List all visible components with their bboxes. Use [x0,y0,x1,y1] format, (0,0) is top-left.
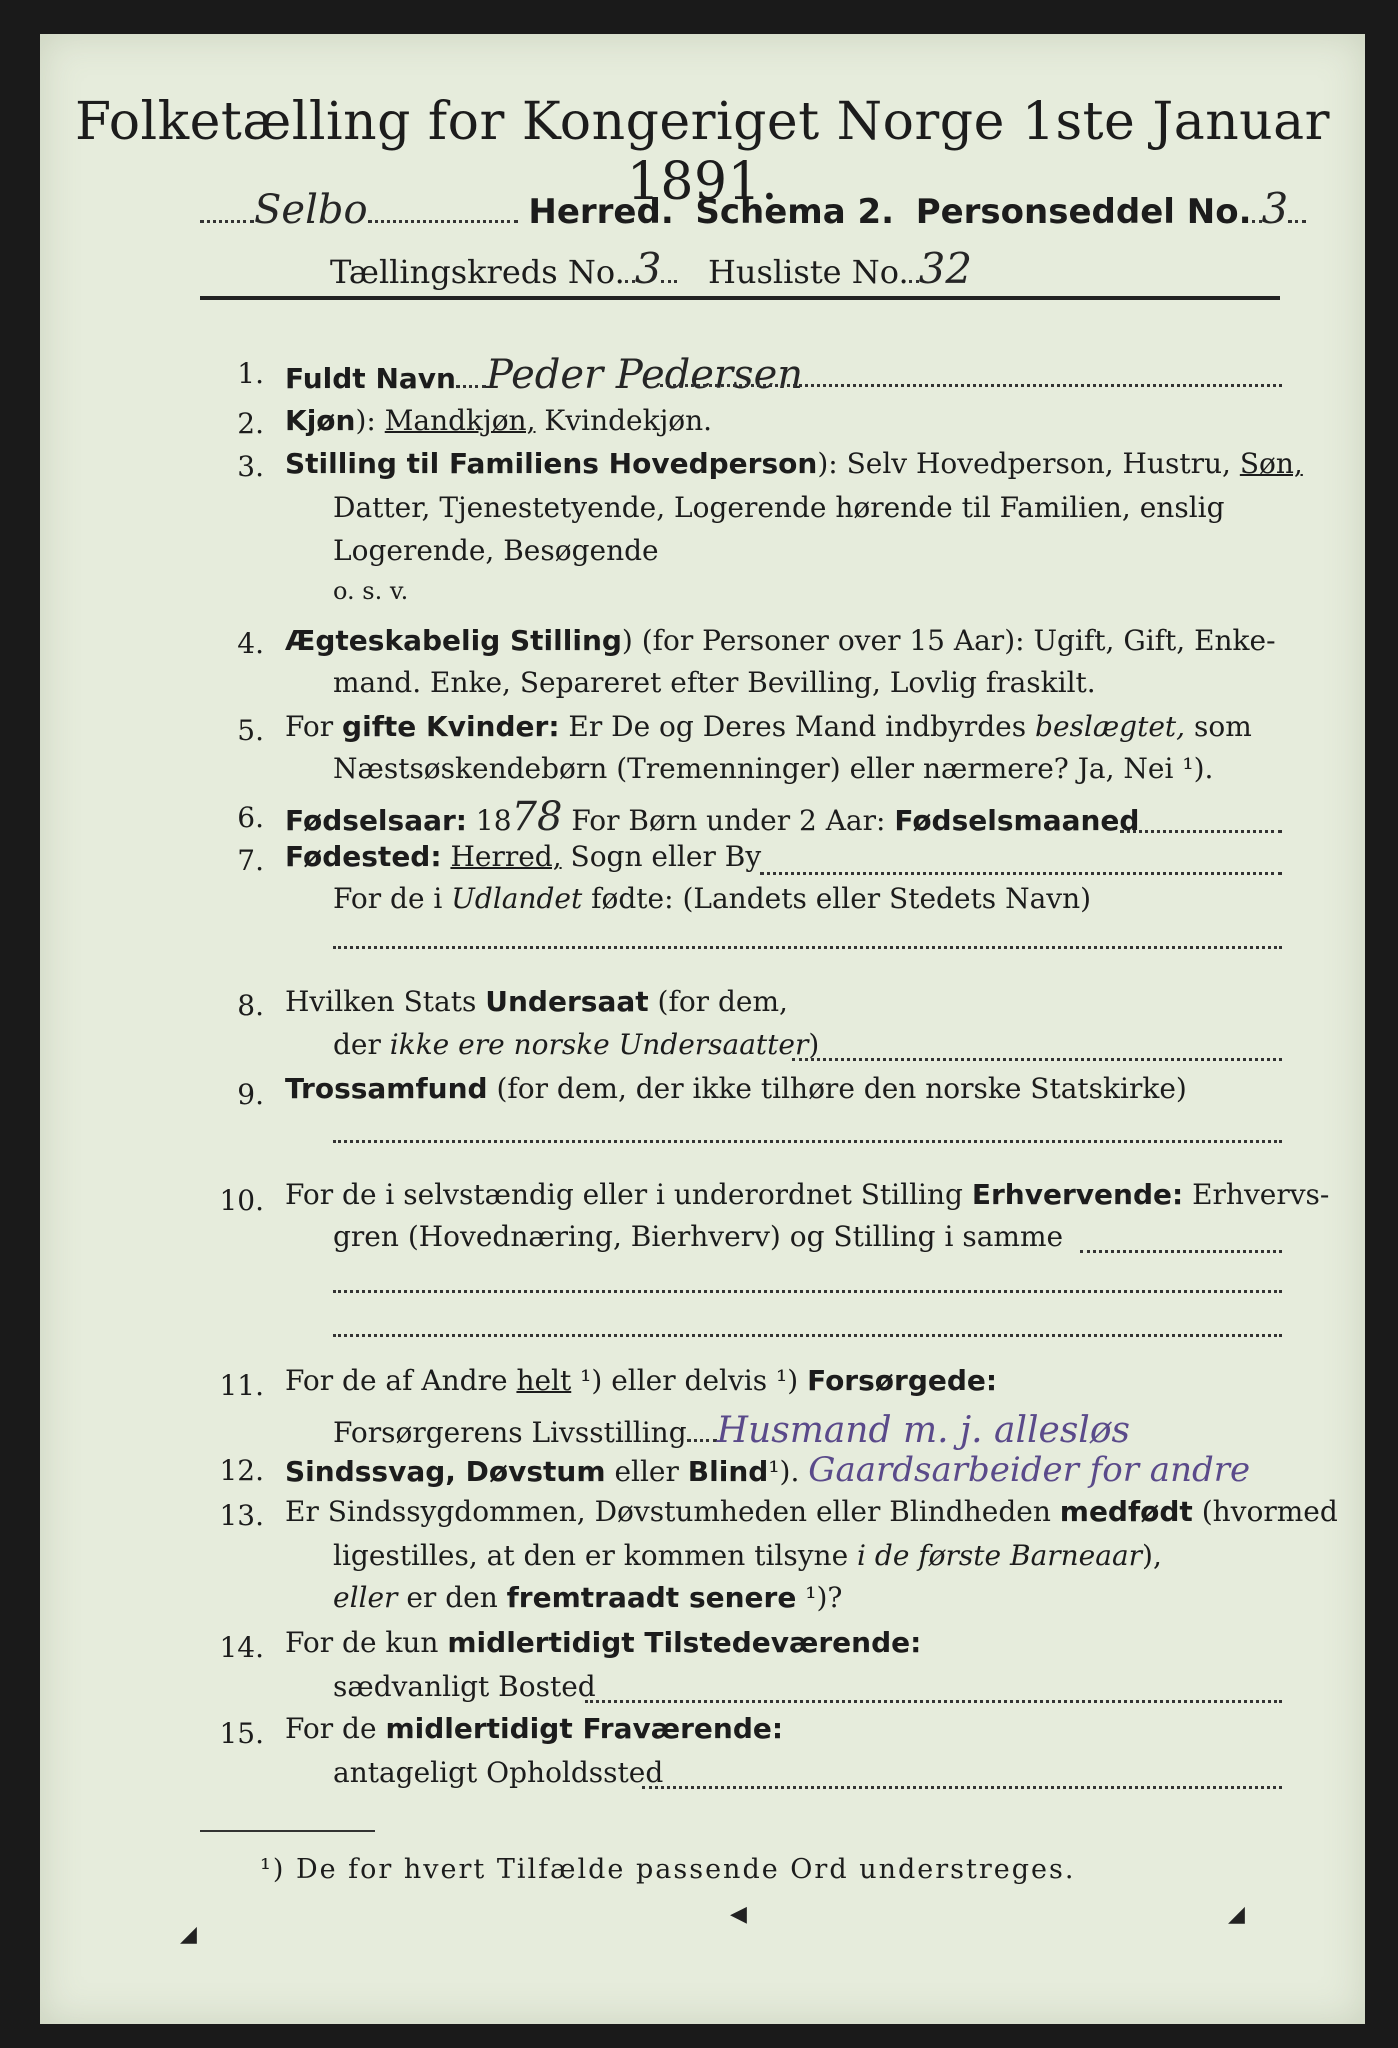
form-title: Folketælling for Kongeriget Norge 1ste Januar 1891. [74,92,1331,212]
q11-pre: For de af Andre [285,1364,517,1397]
q10-number: 10. [219,1184,264,1217]
q15-label: midlertidigt Fraværende: [385,1712,784,1745]
q4-number: 4. [237,627,264,660]
q2-rest: ): [355,404,385,437]
q5-line1-end: som [1185,710,1252,743]
q11-number: 11. [219,1369,264,1402]
q6-year-value: 78 [511,794,563,840]
footnote: ¹) De for hvert Tilfælde passende Ord understreges. [260,1854,1076,1885]
q7-line2-italic: Udlandet [451,882,583,915]
q10-pre: For de i selvstændig eller i underordnet Stilling [285,1178,972,1211]
q4-row [285,624,1276,657]
q4-line2: mand. Enke, Separeret efter Bevilling, Lovlig fraskilt. [333,666,1096,699]
q13-rest: (hvormed [1192,1495,1338,1528]
q8-rest: (for dem, [648,985,788,1018]
corner-mark-left: ◢ [180,1922,197,1947]
q2-option-kvindekjon: Kvindekjøn. [535,404,713,437]
q2-label: Kjøn [285,404,356,437]
q7-number: 7. [237,844,264,877]
q14-row [285,1626,921,1659]
q13-label: medfødt [1059,1495,1193,1528]
q5-label: gifte Kvinder: [342,710,560,743]
q13-row [285,1495,1338,1528]
q2-row [285,404,712,437]
q3-option-son: Søn, [1239,447,1303,480]
q7-fill-line-2 [333,946,1282,949]
q3-label: Stilling til Familiens Hovedperson [285,447,818,480]
q12-rest2: ¹). [768,1455,800,1488]
q13-line3-italic: eller [333,1581,398,1614]
q3-line3: Logerende, Besøgende [333,534,659,567]
husliste-label: Husliste No. [707,253,909,291]
q12-answer: Gaardsarbeider for andre [808,1450,1251,1490]
q13-line3 [333,1581,842,1614]
census-form-sheet [40,34,1365,2024]
q10-fill-line-2 [333,1290,1282,1293]
q12-rest: eller [605,1455,688,1488]
schema-label: Schema 2. [695,192,895,232]
q15-fill-line [642,1786,1282,1789]
footnote-rule [200,1830,375,1832]
q8-number: 8. [237,989,264,1022]
q13-line2-a: ligestilles, at den er kommen tilsyne [333,1539,858,1572]
q4-line1: ) (for Personer over 15 Aar): Ugift, Gift, Enke- [621,624,1276,657]
q8-line2-a: der [333,1028,390,1061]
corner-mark-right: ◢ [1228,1902,1245,1927]
q14-label: midlertidigt Tilstedeværende: [447,1626,922,1659]
q14-pre: For de kun [285,1626,448,1659]
q13-line3-a: er den [397,1581,507,1614]
q1-row [285,352,803,398]
corner-mark-center: ◀ [730,1902,747,1927]
q6-mid: For Børn under 2 Aar: [562,804,895,837]
q9-rest: (for dem, der ikke tilhøre den norske Statskirke) [487,1072,1187,1105]
q8-line2: der ikke ere norske Undersaatter) [333,1028,820,1061]
q3-row [285,447,1303,480]
q10-row [285,1178,1329,1211]
q13-line3-label: fremtraadt senere [506,1581,797,1614]
q3-line2: Datter, Tjenestetyende, Logerende hørende til Familien, enslig [333,491,1225,524]
personseddel-label: Personseddel No. [915,192,1252,232]
q10-rest: Erhvervs- [1183,1178,1330,1211]
q7-line2-b: fødte: (Landets eller Stedets Navn) [582,882,1092,915]
q14-number: 14. [219,1631,264,1664]
q12-label: Sindssvag, Døvstum [285,1455,606,1488]
q12-label2: Blind [687,1455,769,1488]
kreds-line [330,244,972,293]
q6-number: 6. [237,801,264,834]
q5-line1-italic: beslægtet, [1035,710,1186,743]
q13-number: 13. [219,1499,264,1532]
q11-option-helt: helt [516,1364,572,1397]
q9-number: 9. [237,1078,264,1111]
q7-option-herred: Herred, [450,840,562,873]
q6-row [285,794,1139,840]
q9-fill-line [333,1140,1282,1143]
husliste-value: 32 [918,244,973,293]
q5-pre: For [285,710,343,743]
q11-label: Forsørgede: [807,1364,998,1397]
q10-label: Erhvervende: [971,1178,1184,1211]
herred-line [200,184,1306,233]
q7-label: Fødested: [285,840,442,873]
q5-line2: Næstsøskendebørn (Tremenninger) eller nærmere? Ja, Nei ¹). [333,752,1214,785]
q13-line3-b: ¹)? [796,1581,843,1614]
q13-line2-italic: i de første Barneaar [857,1539,1143,1572]
q15-line2: antageligt Opholdssted [333,1756,664,1789]
personseddel-value: 3 [1261,184,1289,233]
q9-label: Trossamfund [285,1072,488,1105]
q1-number: 1. [237,357,264,390]
q13-line2-b: ), [1142,1539,1162,1572]
q7-line2 [333,882,1091,915]
q7-rest: Sogn eller By [561,840,762,873]
header-rule [200,296,1280,300]
q3-line4: o. s. v. [333,577,409,605]
kreds-label: Tællingskreds No. [330,253,625,291]
q13-pre: Er Sindssygdommen, Døvstumheden eller Blindheden [285,1495,1060,1528]
q8-row [285,985,788,1018]
q12-row [285,1450,1250,1490]
q6-fill-line [1120,830,1282,833]
q11-mid: ¹) eller delvis ¹) [571,1364,808,1397]
q4-label: Ægteskabelig Stilling [285,624,622,657]
q14-line2: sædvanligt Bosted [333,1670,596,1703]
q15-number: 15. [219,1717,264,1750]
q8-pre: Hvilken Stats [285,985,486,1018]
q1-fill-line [660,384,1282,387]
q3-number: 3. [237,450,264,483]
q13-line2 [333,1539,1162,1572]
q6-year-prefix: 18 [467,804,512,837]
q1-answer: Peder Pedersen [485,352,804,398]
q11-answer: Husmand m. j. allesløs [716,1410,1130,1451]
q6-label: Fødselsaar: [285,804,467,837]
q9-row [285,1072,1187,1105]
q7-line2-a: For de i [333,882,452,915]
q5-number: 5. [237,714,264,747]
q1-label: Fuldt Navn [285,362,456,395]
q8-fill-line [792,1058,1282,1061]
q15-row [285,1712,783,1745]
q2-option-mandkjon: Mandkjøn, [384,404,536,437]
q12-number: 12. [219,1454,264,1487]
q5-row [285,710,1252,743]
q14-fill-line [585,1700,1282,1703]
q6-label2: Fødselsmaaned [894,804,1140,837]
q8-line2-italic: ikke ere norske Undersaatter [389,1028,809,1061]
q10-line2: gren (Hovednæring, Bierhverv) og Stilling i samme [333,1220,1064,1253]
q11-line2-row [333,1410,1130,1451]
q11-row [285,1364,997,1397]
herred-label: Herred. [528,192,674,232]
q15-pre: For de [285,1712,386,1745]
q2-number: 2. [237,407,264,440]
q11-line2: Forsørgerens Livsstilling [333,1416,687,1449]
q10-fill-line [1080,1250,1282,1253]
herred-value: Selbo [254,187,368,233]
q7-row [285,840,761,873]
q10-fill-line-3 [333,1334,1282,1337]
q5-line1: Er De og Deres Mand indbyrdes [559,710,1036,743]
q3-line1: ): Selv Hovedperson, Hustru, [817,447,1240,480]
q8-label: Undersaat [485,985,649,1018]
kreds-value: 3 [634,244,662,293]
q7-fill-line [760,872,1282,875]
